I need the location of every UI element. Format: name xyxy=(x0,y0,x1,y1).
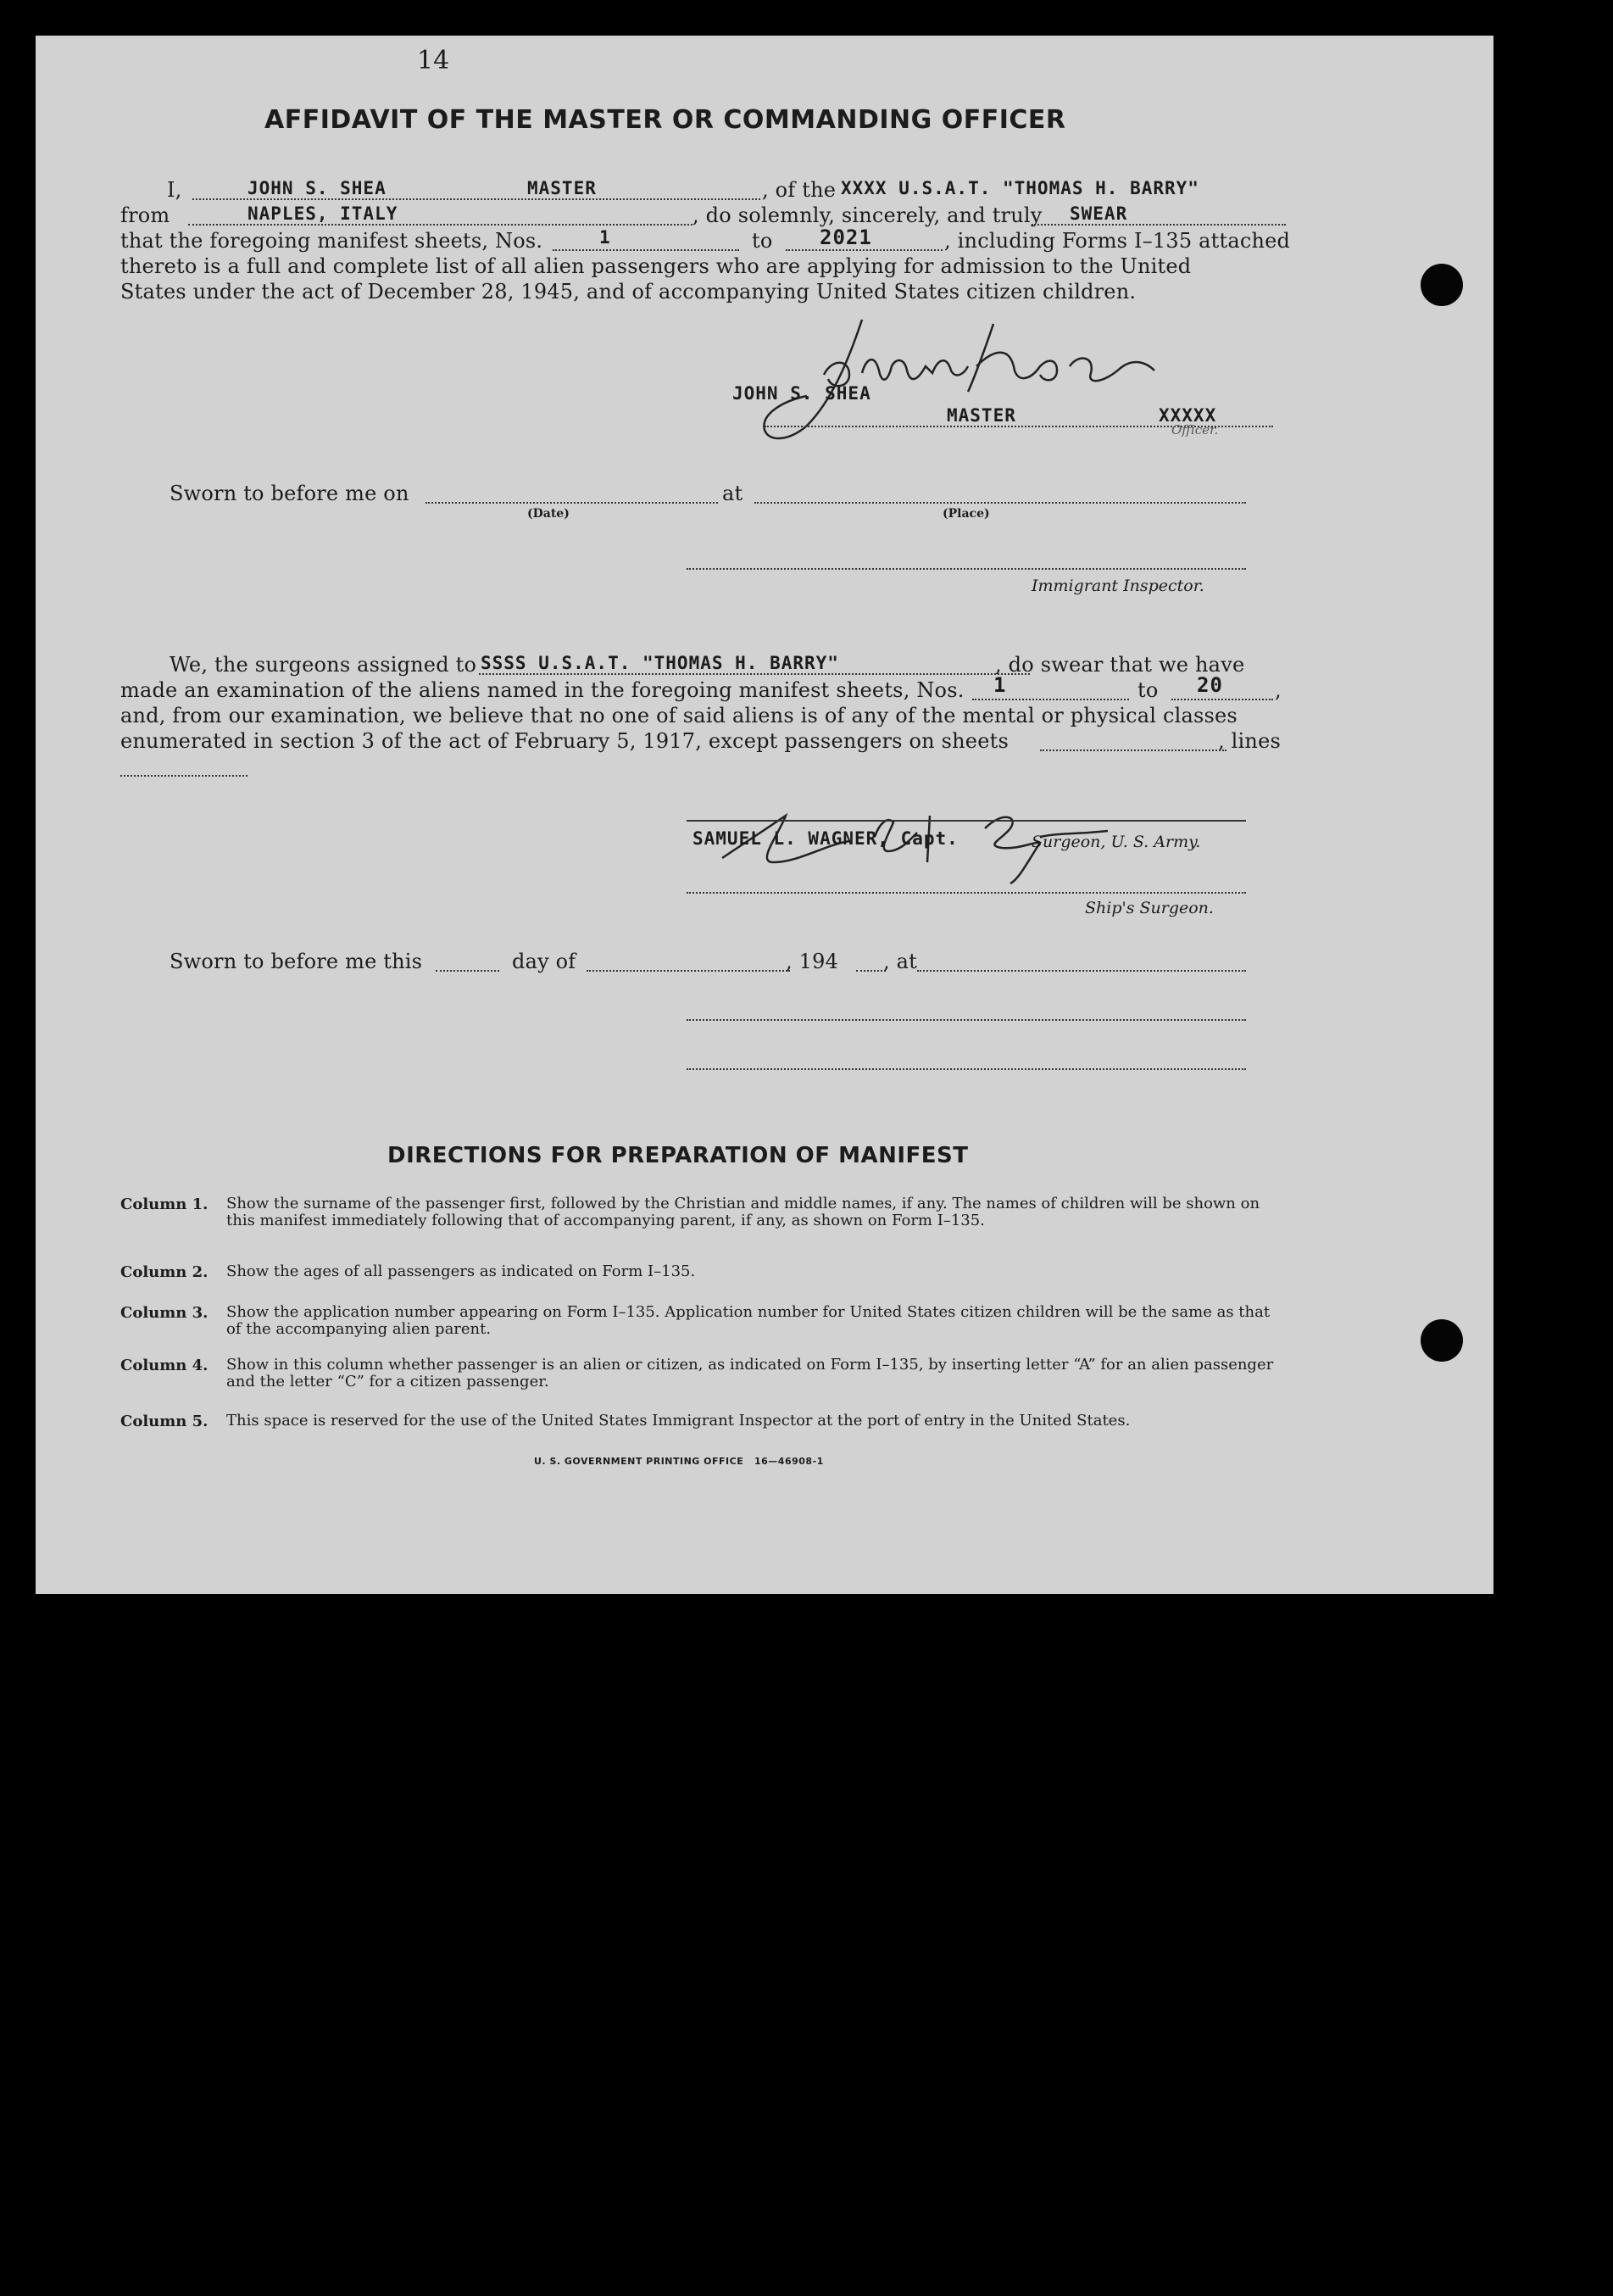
form-code: 16—46908-1 xyxy=(754,1456,824,1467)
surgeon-signature-line xyxy=(687,820,1246,822)
day-of-label: day of xyxy=(512,950,576,973)
officer-caption: Officer. xyxy=(1171,422,1219,437)
sign-line-a xyxy=(687,1019,1246,1021)
inspector-caption: Immigrant Inspector. xyxy=(1032,577,1204,595)
affidavit-line-4: thereto is a full and complete list of all alien passengers who are applying for admission to the United xyxy=(120,254,1192,278)
sworn-month-line xyxy=(587,970,790,972)
sworn-at-label: at xyxy=(722,482,743,505)
column-5-label: Column 5. xyxy=(120,1413,209,1430)
master-signature-rank: MASTER xyxy=(947,405,1016,426)
sworn-on-label: Sworn to before me on xyxy=(170,482,409,505)
affidavit-title: AFFIDAVIT OF THE MASTER OR COMMANDING OFFICER xyxy=(264,105,1066,135)
column-3-label: Column 3. xyxy=(120,1304,209,1322)
column-3-text: Show the application number appearing on Form I–135. Application number for United States citizen children will be the same as that of the accompanying alien parent. xyxy=(226,1303,1271,1338)
comma: , xyxy=(1275,678,1282,702)
column-2-label: Column 2. xyxy=(120,1263,209,1281)
column-5-text: This space is reserved for the use of the United States Immigrant Inspector at the port of entry in the United States. xyxy=(226,1412,1131,1429)
column-4-label: Column 4. xyxy=(120,1357,209,1374)
prefix-i: I, xyxy=(167,178,182,202)
surgeons-vessel-line xyxy=(479,673,1030,675)
that-text: that the foregoing manifest sheets, Nos. xyxy=(120,229,543,253)
sworn-this-label: Sworn to before me this xyxy=(170,950,423,973)
manifest-from-no: 1 xyxy=(599,227,611,248)
surgeons-line-3: and, from our examination, we believe that no one of said aliens is of any of the mental or physical classes xyxy=(120,704,1238,727)
column-1-label: Column 1. xyxy=(120,1195,209,1213)
surgeons-line-4b: , lines xyxy=(1218,729,1281,753)
surgeons-to-no: 20 xyxy=(1197,673,1223,697)
surgeons-from-no: 1 xyxy=(993,673,1007,697)
inspector-signature-line xyxy=(687,568,1246,570)
surgeons-line-2a: made an examination of the aliens named in the foregoing manifest sheets, Nos. xyxy=(120,678,965,702)
sworn-date-line xyxy=(425,502,718,504)
master-signature-rank2: XXXXX xyxy=(1159,405,1217,426)
directions-title: DIRECTIONS FOR PREPARATION OF MANIFEST xyxy=(387,1143,969,1168)
column-4-text: Show in this column whether passenger is an alien or citizen, as indicated on Form I–135, by inserting letter “A” for an alien passenger and the letter “C” for a citizen passenger. xyxy=(226,1356,1274,1390)
sign-line-b xyxy=(687,1068,1246,1070)
surgeons-line-1a: We, the surgeons assigned to xyxy=(170,653,477,677)
sworn-day-line xyxy=(436,970,499,972)
to-no-line xyxy=(786,249,943,251)
surgeons-vessel: SSSS U.S.A.T. "THOMAS H. BARRY" xyxy=(481,653,839,673)
manifest-to-no: 2021 xyxy=(820,226,872,249)
swear-word: SWEAR xyxy=(1070,203,1128,224)
sheets-line xyxy=(1040,750,1226,751)
column-2-text: Show the ages of all passengers as indicated on Form I–135. xyxy=(226,1262,696,1280)
affidavit-line-5: States under the act of December 28, 1945, and of accompanying United States citizen children. xyxy=(120,280,1137,304)
swear-line xyxy=(1032,224,1286,226)
master-name-line xyxy=(192,198,760,200)
from-no-line xyxy=(553,249,739,251)
surgeons-to-label: to xyxy=(1137,678,1159,702)
sworn-place-line-2 xyxy=(917,970,1246,972)
printer-footer: U. S. GOVERNMENT PRINTING OFFICE xyxy=(534,1456,744,1467)
from-label: from xyxy=(120,203,170,227)
sworn-year-line xyxy=(856,970,886,972)
master-rank: MASTER xyxy=(527,178,597,198)
punch-hole-bottom xyxy=(1421,1319,1463,1362)
at-label-2: , at xyxy=(883,950,918,973)
including-text: , including Forms I–135 attached xyxy=(944,229,1291,253)
surgeons-line-1b: , do swear that we have xyxy=(995,653,1245,677)
corner-mark: 14 xyxy=(417,46,450,75)
surgeon-signature-typed: SAMUEL L. WAGNER, Capt. xyxy=(692,828,959,849)
of-the-label: , of the xyxy=(762,178,837,202)
sworn-place-line xyxy=(754,502,1246,504)
ships-surgeon-caption: Ship's Surgeon. xyxy=(1085,899,1214,917)
place-caption: (Place) xyxy=(943,507,990,521)
to-label: to xyxy=(752,229,773,253)
surgeons-to-line xyxy=(1171,699,1273,700)
lines-line xyxy=(120,775,248,777)
port-line xyxy=(188,224,692,226)
vessel-name: XXXX U.S.A.T. "THOMAS H. BARRY" xyxy=(841,178,1199,198)
date-caption: (Date) xyxy=(527,507,570,521)
do-swear-text: , do solemnly, sincerely, and truly xyxy=(692,203,1043,227)
departure-port: NAPLES, ITALY xyxy=(248,203,398,224)
year-label: , 194 xyxy=(786,950,839,973)
column-1-text: Show the surname of the passenger first, followed by the Christian and middle names, if any. The names of children will be shown on this manifest immediately following that of accompanying parent, if any, as shown on Form I–135. xyxy=(226,1195,1260,1229)
master-signature-typed: JOHN S. SHEA xyxy=(732,383,871,404)
surgeon-caption: Surgeon, U. S. Army. xyxy=(1032,833,1201,851)
ships-surgeon-line xyxy=(687,892,1246,894)
master-name: JOHN S. SHEA xyxy=(248,178,387,198)
surgeons-from-line xyxy=(972,699,1129,700)
surgeons-line-4a: enumerated in section 3 of the act of February 5, 1917, except passengers on sheets xyxy=(120,729,1009,753)
document-page xyxy=(36,36,1493,1594)
punch-hole-top xyxy=(1421,264,1463,306)
